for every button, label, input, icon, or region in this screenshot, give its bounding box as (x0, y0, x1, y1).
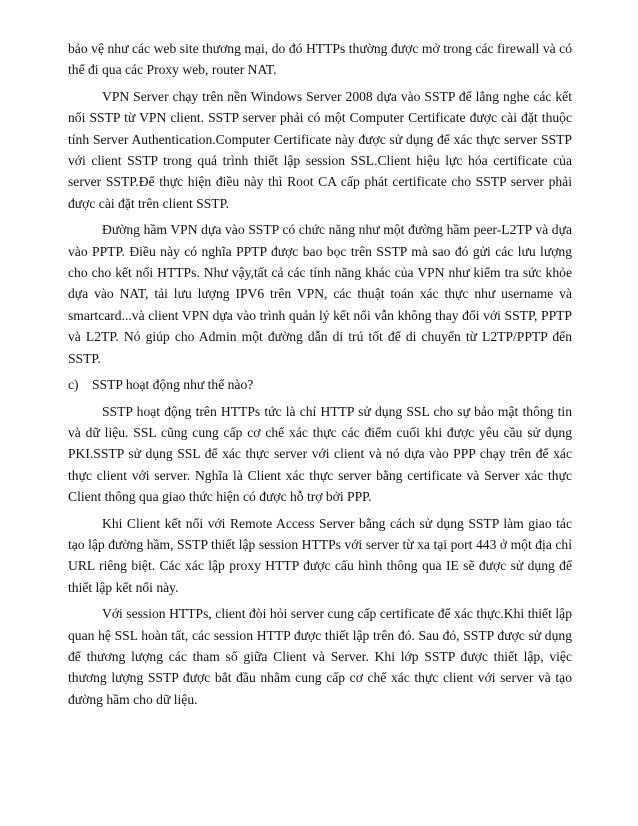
paragraph-continuation: bảo vệ như các web site thương mại, do đó HTTPs thường được mở trong các firewall và có thể đi qua các Proxy web, router NAT. (68, 41, 572, 78)
paragraph-vpn-tunnel: Đường hầm VPN dựa vào SSTP có chức năng như một đường hầm peer-L2TP và dựa vào PPTP. Điều này có nghĩa PPTP được bao bọc trên SSTP mà sao đó gửi các lưu lượng cho cho kết nối HTTPs. Như vậy,tất cả các tính năng khác của VPN như kiểm tra sức khỏe dựa vào NAT, tải lưu lượng IPV6 trên VPN, các thuật toán xác thực như username và smartcard...và client VPN dựa vào trình quản lý kết nối vẫn không thay đổi với SSTP, PPTP và L2TP. Nó giúp cho Admin một đường dẫn di trú tốt để di chuyển từ L2TP/PPTP đến SSTP. (68, 222, 572, 366)
section-heading (68, 374, 572, 395)
paragraph-sstp-https: SSTP hoạt động trên HTTPs tức là chỉ HTTP sử dụng SSL cho sự bảo mật thông tin và dữ liệu. SSL cũng cung cấp cơ chế xác thực các điểm cuối khi được yêu cầu sử dụng PKI.SSTP sử dụng SSL để xác thực server với client và nó dựa vào PPP chạy trên để xác thực client với server. Nghĩa là Client xác thực server bằng certificate và Server xác thực Client thông qua giao thức hiện có được hỗ trợ bởi PPP. (68, 403, 572, 505)
section-title: SSTP hoạt động như thế nào? (92, 377, 254, 393)
paragraph-session-https: Với session HTTPs, client đòi hỏi server cung cấp certificate để xác thực.Khi thiết lập quan hệ SSL hoàn tất, các session HTTP được thiết lập trên đó. Sau đó, SSTP được sử dụng để thương lượng các tham số giữa Client và Server. Khi lớp SSTP được thiết lập, việc thương lượng SSTP được bắt đầu nhằm cung cấp cơ chế xác thực client với server và tạo đường hầm cho dữ liệu. (68, 606, 572, 707)
paragraph-vpn-server: VPN Server chạy trên nền Windows Server 2008 dựa vào SSTP để lắng nghe các kết nối SSTP từ VPN client. SSTP server phải có một Computer Certificate được cài đặt thuộc tính Server Authentication.Computer Certificate này được sử dụng để xác thực server SSTP với client SSTP trong quá trình thiết lập session SSL.Client hiệu lực hóa certificate của server SSTP.Để thực hiện điều này thì Root CA cấp phát certificate cho SSTP server phải được cài đặt trên client SSTP. (68, 88, 572, 211)
section-marker: c) (68, 377, 79, 393)
paragraph-client-connect: Khi Client kết nối với Remote Access Server bằng cách sử dụng SSTP làm giao tác tạo lập đường hầm, SSTP thiết lập session HTTPs với server từ xa tại port 443 ở một địa chỉ URL riêng biệt. Các xác lập proxy HTTP được cấu hình thông qua IE sẽ được sử dụng để thiết lập kết nối này. (68, 515, 572, 595)
document-page (68, 38, 572, 715)
